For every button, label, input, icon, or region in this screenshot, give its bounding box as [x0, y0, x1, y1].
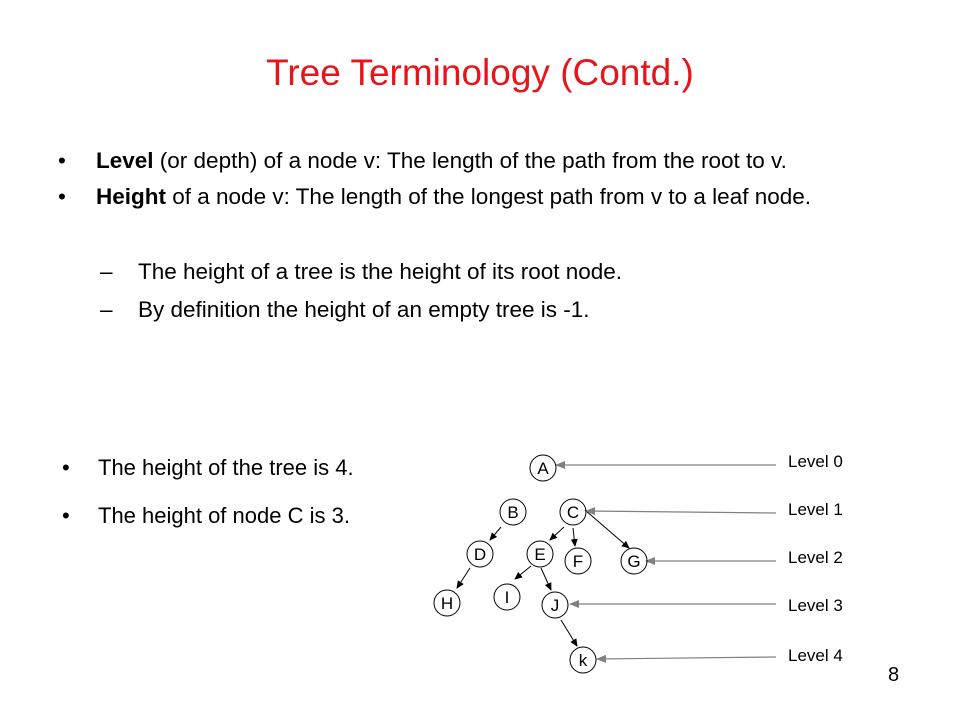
node-label: E [534, 545, 546, 564]
slide-title: Tree Terminology (Contd.) [266, 52, 694, 93]
level-label-3: Level 3 [788, 596, 843, 615]
edge-e-i [515, 566, 531, 579]
page-number: 8 [888, 664, 900, 686]
lower-bullet-text: The height of the tree is 4. [98, 455, 354, 480]
node-label: G [627, 552, 641, 571]
node-c [560, 499, 586, 525]
node-label: H [440, 594, 454, 613]
node-k [570, 647, 596, 673]
edge-j-k [561, 620, 577, 646]
node-f [565, 548, 591, 574]
node-label: C [566, 503, 580, 522]
node-label: k [578, 651, 588, 670]
node-label: I [504, 588, 510, 607]
node-d [467, 541, 493, 567]
sub-bullet-dash: – [100, 297, 113, 322]
edge-e-j [541, 568, 551, 590]
node-g [621, 548, 647, 574]
node-label: F [572, 552, 584, 571]
sub-bullet-dash: – [100, 259, 113, 284]
node-label: D [473, 545, 487, 564]
node-h [434, 590, 460, 616]
bullet-dot: • [58, 183, 66, 209]
level-arrows [556, 465, 776, 659]
bullet-dot: • [62, 503, 70, 528]
level-label-1: Level 1 [788, 500, 843, 519]
term-height: Height [96, 183, 166, 209]
node-e [527, 541, 553, 567]
arrow-level-1 [586, 511, 776, 513]
node-label: B [507, 503, 519, 522]
lower-bullet-text: The height of node C is 3. [98, 503, 350, 528]
node-a [530, 455, 556, 481]
tree-edges [457, 510, 629, 646]
edge-c-f [573, 528, 575, 546]
node-j [542, 592, 568, 618]
arrow-level-4 [597, 657, 776, 659]
edge-c-g [585, 510, 629, 548]
edge-b-d [490, 527, 501, 540]
node-label: J [550, 596, 560, 615]
node-i [494, 584, 520, 610]
definition-level: (or depth) of a node v: The length of the path from the root to v. [153, 148, 787, 173]
level-label-2: Level 2 [788, 548, 843, 567]
level-label-0: Level 0 [788, 452, 843, 471]
definition-height: of a node v: The length of the longest path from v to a leaf node. [166, 183, 812, 209]
level-label-4: Level 4 [788, 646, 843, 665]
sub-bullet-text: The height of a tree is the height of its root node. [138, 259, 623, 284]
node-b [500, 499, 526, 525]
bullet-dot: • [58, 148, 66, 173]
bullet-dot: • [62, 455, 70, 480]
node-label: A [537, 459, 549, 478]
sub-bullet-text: By definition the height of an empty tree is -1. [138, 297, 590, 322]
edge-c-e [550, 527, 564, 540]
edge-d-h [457, 568, 470, 588]
term-level: Level [96, 148, 154, 173]
